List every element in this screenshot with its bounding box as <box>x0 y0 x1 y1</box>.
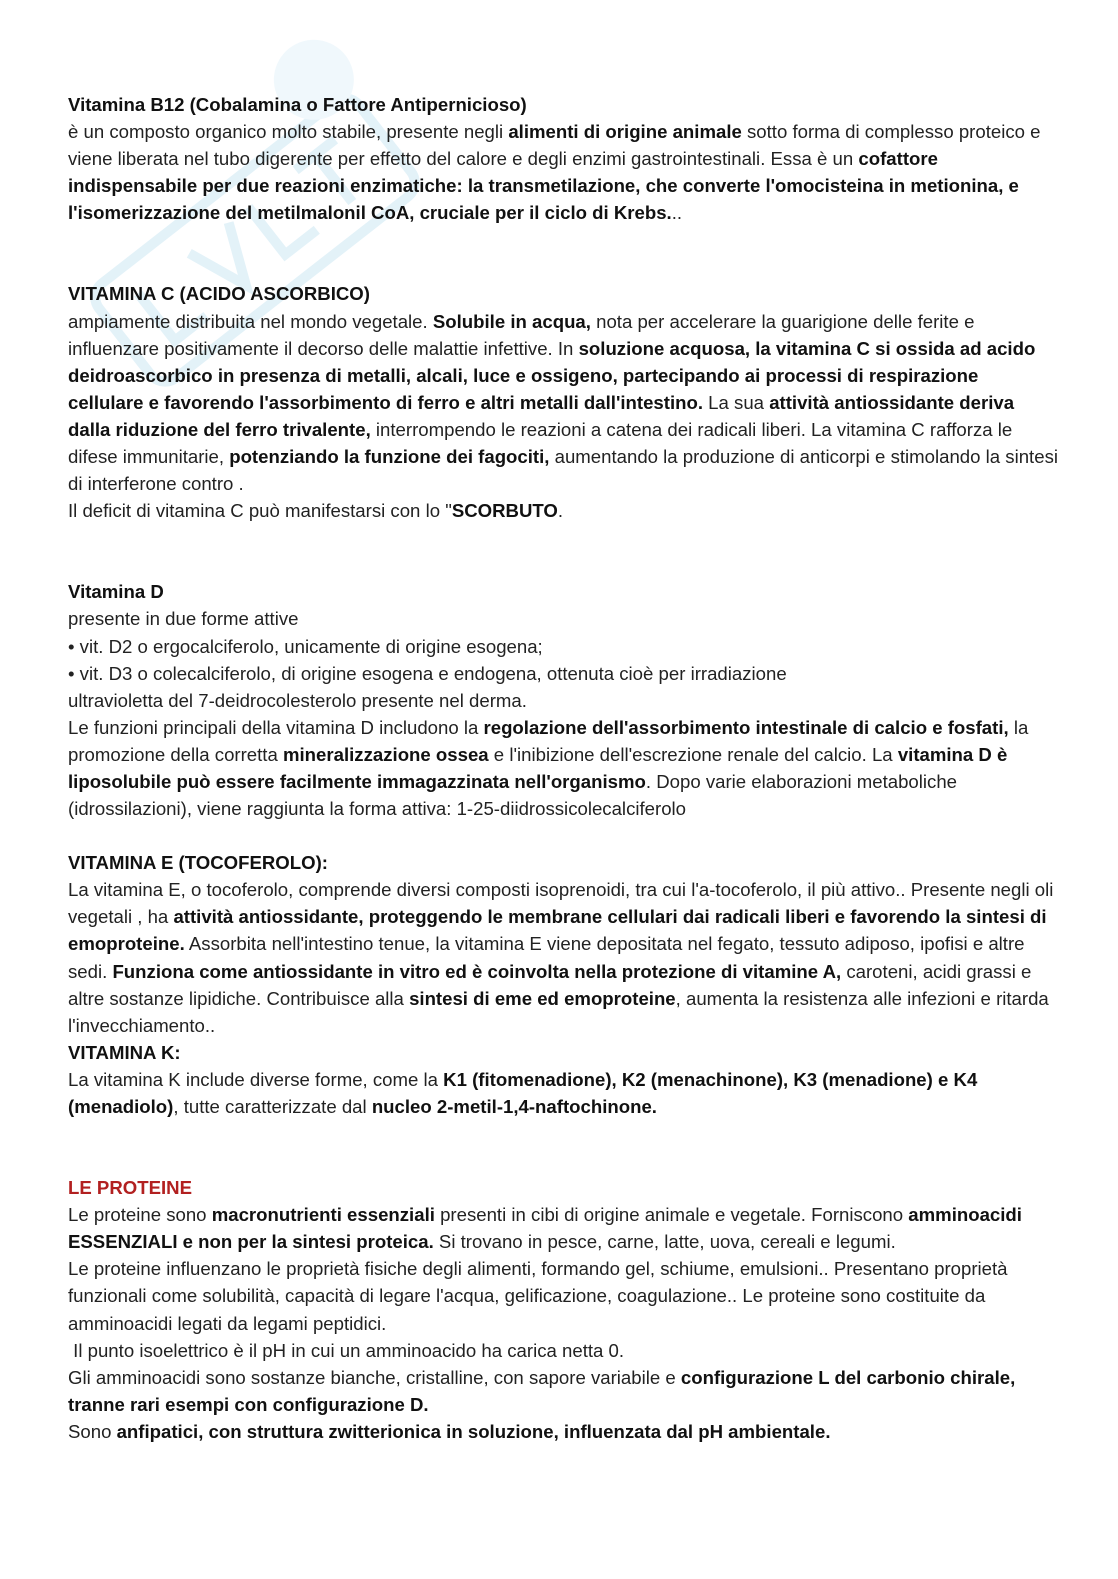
heading-vitamina-b12: Vitamina B12 (Cobalamina o Fattore Antipernicioso) <box>68 94 527 115</box>
paragraph-proteine-1: Le proteine sono macronutrienti essenziali presenti in cibi di origine animale e vegetale. Forniscono amminoacidi ESSENZIALI e non per la sintesi proteica. Si trovano in pesce, carne, latte, uova, cereali e legumi. <box>68 1204 1022 1253</box>
paragraph-scorbuto: Il deficit di vitamina C può manifestarsi con lo "SCORBUTO. <box>68 500 564 522</box>
heading-le-proteine: LE PROTEINE <box>68 1177 192 1199</box>
document-content <box>68 91 1058 1445</box>
list-item-d3-cont: ultravioletta del 7-deidrocolesterolo presente nel derma. <box>68 689 527 711</box>
heading-vitamina-d: Vitamina D <box>68 581 164 603</box>
paragraph-vitamina-b12: è un composto organico molto stabile, presente negli alimenti di origine animale sotto forma di complesso proteico e viene liberata nel tubo digerente per effetto del calore e degli enzimi gastrointestinali. Essa è un cofattore indispensabile per due reazioni enzimatiche: la transmetilazione, che converte l'omocisteina in metionina, e l'isomerizzazione del metilmalonil CoA, cruciale per il ciclo di Krebs... <box>68 121 1041 224</box>
paragraph-punto-isoelettrico: Il punto isoelettrico è il pH in cui un amminoacido ha carica netta 0. <box>68 1339 625 1361</box>
paragraph-vitamina-d: Le funzioni principali della vitamina D includono la regolazione dell'assorbimento intestinale di calcio e fosfati, la promozione della corretta mineralizzazione ossea e l'inibizione dell'escrezione renale del calcio. La vitamina D è liposolubile può essere facilmente immagazzinata nell'organismo. Dopo varie elaborazioni metaboliche (idrossilazioni), viene raggiunta la forma attiva: 1-25-diidrossicolecalciferolo <box>68 716 1029 820</box>
heading-vitamina-e: VITAMINA E (TOCOFEROLO): <box>68 852 328 874</box>
paragraph-vitamina-k: La vitamina K include diverse forme, come la K1 (fitomenadione), K2 (menachinone), K3 (menadione) e K4 (menadiolo), tutte caratterizzate dal nucleo 2-metil-1,4-naftochinone. <box>68 1068 978 1117</box>
list-item-d3: • vit. D3 o colecalciferolo, di origine esogena e endogena, ottenuta cioè per irradiazione <box>68 662 787 684</box>
heading-vitamina-k: VITAMINA K: <box>68 1041 181 1063</box>
paragraph-vitamina-c: ampiamente distribuita nel mondo vegetale. Solubile in acqua, nota per accelerare la guarigione delle ferite e influenzare positivamente il decorso delle malattie infettive. In soluzione acquosa, la vitamina C si ossida ad acido deidroascorbico in presenza di metalli, alcali, luce e ossigeno, partecipando ai processi di respirazione cellulare e favorendo l'assorbimento di ferro e altri metalli dall'intestino. La sua attività antiossidante deriva dalla riduzione del ferro trivalente, interrompendo le reazioni a catena dei radicali liberi. La vitamina C rafforza le difese immunitarie, potenziando la funzione dei fagociti, aumentando la produzione di anticorpi e stimolando la sintesi di interferone contro . <box>68 310 1058 495</box>
list-item-d2: • vit. D2 o ergocalciferolo, unicamente di origine esogena; <box>68 635 543 657</box>
paragraph-amminoacidi: Gli amminoacidi sono sostanze bianche, cristalline, con sapore variabile e configurazione L del carbonio chirale, tranne rari esempi con configurazione D. <box>68 1366 1016 1415</box>
paragraph-anfipatici: Sono anfipatici, con struttura zwitterionica in soluzione, influenzata dal pH ambientale. <box>68 1420 831 1442</box>
paragraph-vitamina-e: La vitamina E, o tocoferolo, comprende diversi composti isoprenoidi, tra cui l'a-tocoferolo, il più attivo.. Presente negli oli vegetali , ha attività antiossidante, proteggendo le membrane cellulari dai radicali liberi e favorendo la sintesi di emoproteine. Assorbita nell'intestino tenue, la vitamina E viene depositata nel fegato, tessuto adiposo, ipofisi e altre sedi. Funziona come antiossidante in vitro ed è coinvolta nella protezione di vitamine A, caroteni, acidi grassi e altre sostanze lipidiche. Contribuisce alla sintesi di eme ed emoproteine, aumenta la resistenza alle infezioni e ritarda l'invecchiamento.. <box>68 879 1054 1036</box>
paragraph-proteine-2: Le proteine influenzano le proprietà fisiche degli alimenti, formando gel, schiume, emulsioni.. Presentano proprietà funzionali come solubilità, capacità di legare l'acqua, gelificazione, coagulazione.. Le proteine sono costituite da amminoacidi legati da legami peptidici. <box>68 1258 1008 1334</box>
line-vitamina-d-forme: presente in due forme attive <box>68 608 299 630</box>
heading-vitamina-c: VITAMINA C (ACIDO ASCORBICO) <box>68 283 370 305</box>
